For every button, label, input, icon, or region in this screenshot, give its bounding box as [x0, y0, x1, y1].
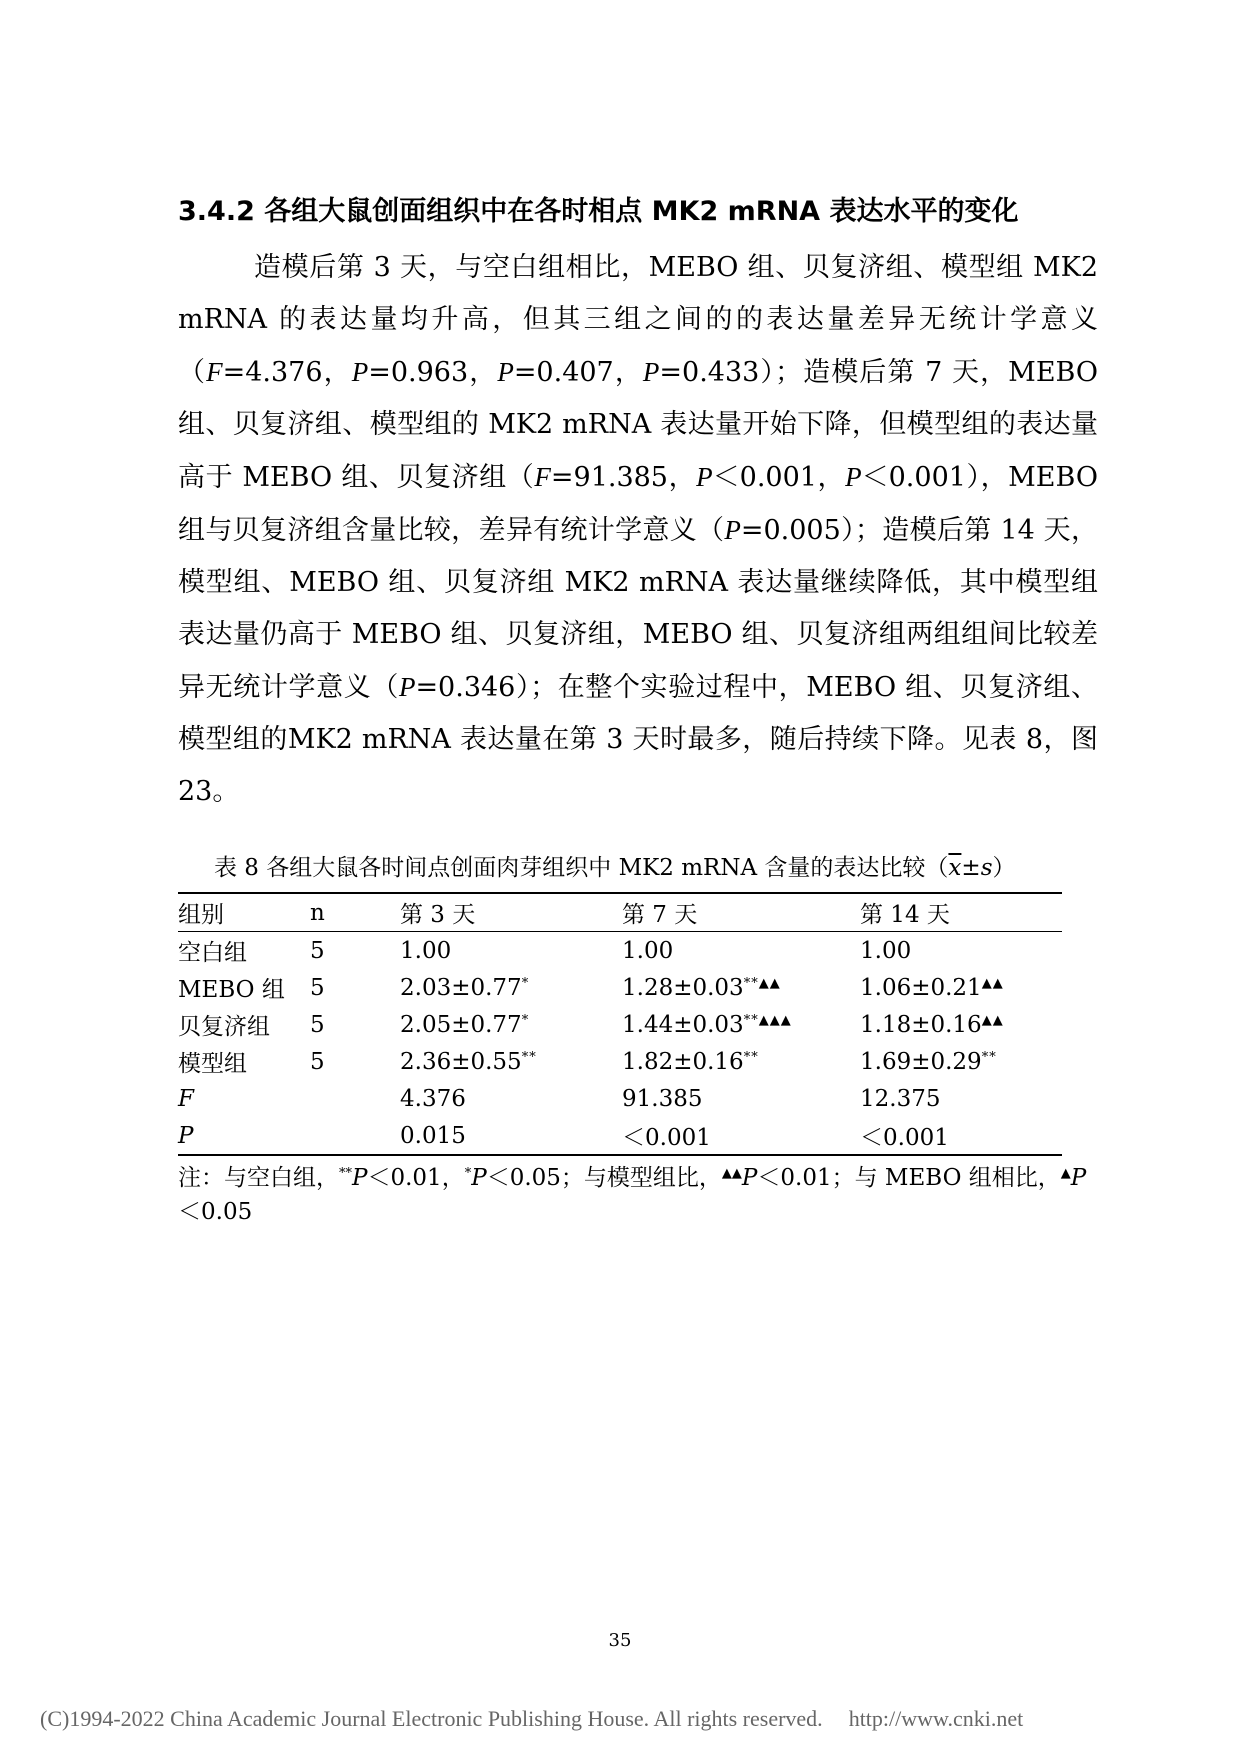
cell-n: [310, 1080, 400, 1117]
table-note: 注：与空白组，**P＜0.01，*P＜0.05；与模型组比，▲▲P＜0.01；与 MEBO 组相比，▲P＜0.05: [178, 1165, 1087, 1225]
header-day3: 第 3 天: [400, 893, 622, 932]
cell-group: 贝复济组: [178, 1014, 270, 1040]
cell-n: 5: [310, 1048, 325, 1075]
cell-n: 5: [310, 1011, 325, 1038]
cell-p-day3: 0.015: [400, 1117, 622, 1155]
section-heading: 3.4.2 各组大鼠创面组织中在各时相点 MK2 mRNA 表达水平的变化: [178, 196, 1019, 227]
cell-day14: 1.69±0.29**: [860, 1048, 997, 1075]
cell-f-day7: 91.385: [622, 1085, 703, 1112]
body-paragraph: 造模后第 3 天，与空白组相比，MEBO 组、贝复济组、模型组 MK2 mRNA 的表达量均升高，但其三组之间的的表达量差异无统计学意义（F=4.376，P=0.963，P=0.407，P=0.433）；造模后第 7 天，MEBO 组、贝复济组、模型组的 MK2 mRNA 表达量开始下降，但模型组的表达量高于 MEBO 组、贝复济组（F=91.385，P＜0.001，P＜0.001），MEBO 组与贝复济组含量比较，差异有统计学意义（P=0.005）；造模后第 14 天，模型组、MEBO 组、贝复济组 MK2 mRNA 表达量继续降低，其中模型组表达量仍高于 MEBO 组、贝复济组，MEBO 组、贝复济组两组组间比较差异无统计学意义（P=0.346）；在整个实验过程中，MEBO 组、贝复济组、模型组的MK2 mRNA 表达量在第 3 天时最多，随后持续下降。见表 8，图 23。: [178, 252, 1099, 807]
cell-day3: 2.05±0.77*: [400, 1011, 530, 1038]
copyright-footer: (C)1994-2022 China Academic Journal Electronic Publishing House. All rights reserved. http://www.cnki.net: [40, 1706, 1024, 1731]
cell-f-day3: 4.376: [400, 1085, 466, 1112]
cell-p-day7: ＜0.001: [622, 1117, 860, 1155]
cell-n: [310, 1117, 400, 1155]
table-header-row: [178, 893, 1062, 932]
data-table: [178, 892, 1062, 1156]
cell-p-label: P: [178, 1117, 310, 1155]
cell-n: 5: [310, 937, 325, 964]
cell-day7: 1.28±0.03**▲▲: [622, 974, 781, 1001]
cell-day14: 1.06±0.21▲▲: [860, 974, 1004, 1001]
footer-url[interactable]: http://www.cnki.net: [848, 1706, 1024, 1731]
header-group: 组别: [178, 893, 310, 932]
cell-day3: 1.00: [400, 937, 452, 964]
cell-f-day14: 12.375: [860, 1085, 941, 1112]
cell-n: 5: [310, 974, 325, 1001]
cell-day3: 2.03±0.77*: [400, 974, 530, 1001]
header-n: n: [310, 893, 400, 932]
table-row: [178, 932, 1062, 970]
page-number: 35: [608, 1630, 632, 1651]
header-day7: 第 7 天: [622, 893, 860, 932]
header-day14: 第 14 天: [860, 893, 1062, 932]
cell-day14: 1.18±0.16▲▲: [860, 1011, 1004, 1038]
cell-group: 模型组: [178, 1051, 247, 1077]
table-row-p: [178, 1117, 1062, 1155]
cell-day3: 2.36±0.55**: [400, 1048, 537, 1075]
table-row: [178, 1043, 1062, 1080]
cell-day7: 1.82±0.16**: [622, 1048, 759, 1075]
cell-group: MEBO 组: [178, 977, 285, 1003]
table-row: [178, 1006, 1062, 1043]
table-caption: 表 8 各组大鼠各时间点创面肉芽组织中 MK2 mRNA 含量的表达比较$(\overline{x}\pm s)$: [214, 855, 1016, 881]
cell-f-label: F: [178, 1085, 194, 1112]
cell-group: 空白组: [178, 940, 247, 966]
cell-day7: 1.00: [622, 937, 674, 964]
cell-day14: 1.00: [860, 937, 912, 964]
table-row-f: [178, 1080, 1062, 1117]
cell-p-day14: ＜0.001: [860, 1117, 1062, 1155]
table-row: [178, 969, 1062, 1006]
cell-day7: 1.44±0.03**▲▲▲: [622, 1011, 792, 1038]
